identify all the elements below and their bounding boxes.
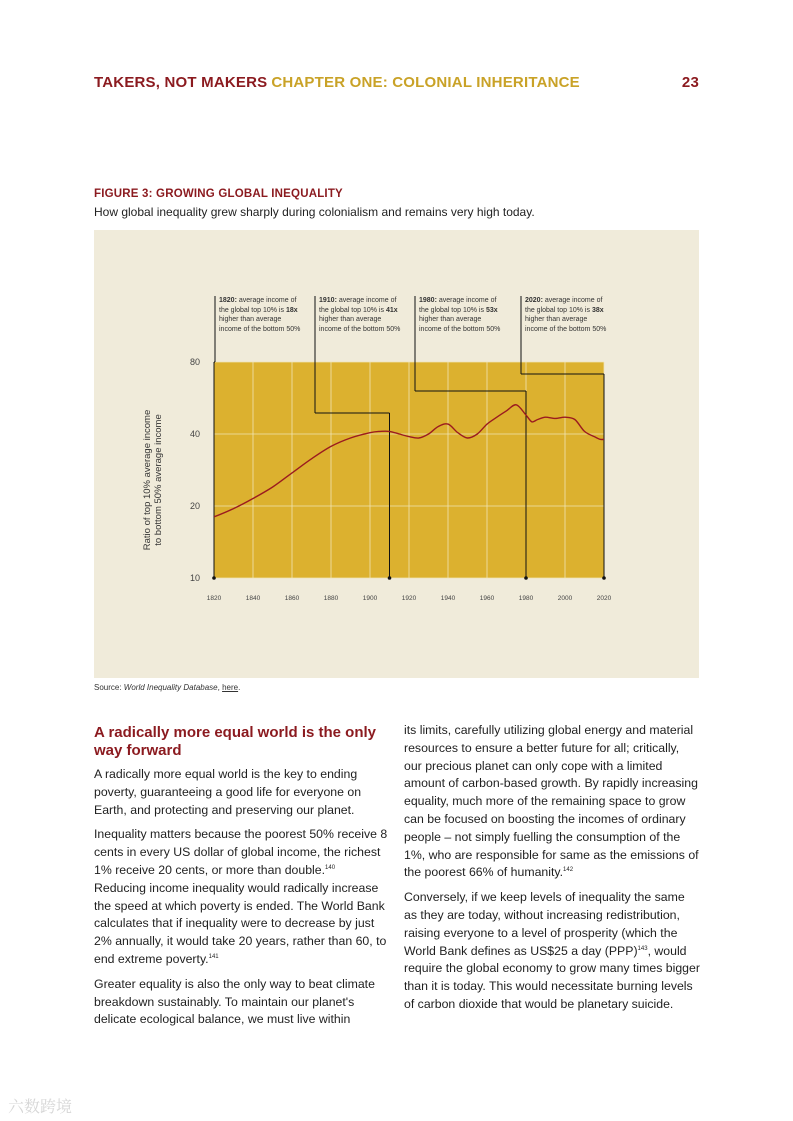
source-note (94, 683, 240, 692)
annotation-text-a: average income of the global top 10% is (319, 297, 397, 314)
annotation-text-b: higher than average income of the bottom 50% (419, 316, 501, 333)
figure-subtitle: How global inequality grew sharply during colonialism and remains very high today. (94, 205, 535, 219)
annotation-box (219, 296, 311, 356)
section-heading: A radically more equal world is the only way forward (94, 724, 377, 759)
paragraph-3: Greater equality is also the only way to beat climate breakdown sustainably. To maintain our planet's delicate ecological balance, we must live within (94, 976, 375, 1027)
annotation-ratio: 41x (385, 306, 398, 314)
book-title: TAKERS, NOT MAKERS (94, 74, 268, 91)
x-tick-label: 2000 (557, 595, 573, 602)
annotation-marker (388, 576, 392, 580)
annotation-box (419, 296, 511, 356)
y-tick-label: 10 (189, 573, 200, 583)
annotation-text-a: average income of the global top 10% is (219, 297, 297, 314)
y-axis-label-line: to bottom 50% average income (153, 414, 164, 546)
x-axis-ticks (207, 595, 612, 602)
annotation-text (525, 296, 611, 334)
source-name: World Inequality Database (123, 683, 218, 692)
annotation-ratio: 53x (485, 306, 498, 314)
annotation-marker (602, 576, 606, 580)
y-tick-label: 20 (189, 501, 200, 511)
annotation-year: 1910: (319, 297, 337, 304)
chart-panel (94, 230, 699, 678)
paragraph-2 (94, 826, 390, 968)
running-header (94, 74, 699, 94)
annotation-year: 1980: (419, 297, 437, 304)
annotation-year: 1820: (219, 297, 237, 304)
paragraph-2-part-a: Inequality matters because the poorest 50% receive 8 cents in every US dollar of global income, the richest 1% receive 20 cents, or more than double. (94, 827, 388, 877)
figure-title: FIGURE 3: GROWING GLOBAL INEQUALITY (94, 188, 343, 200)
annotation-text-a: average income of the global top 10% is (419, 297, 497, 314)
annotation-text (219, 296, 305, 334)
annotation-ratio: 18x (285, 306, 298, 314)
source-link[interactable]: here (222, 683, 239, 692)
annotation-box (525, 296, 617, 356)
annotation-text-b: higher than average income of the bottom 50% (219, 316, 301, 333)
annotation-marker (212, 576, 216, 580)
x-tick-label: 1820 (206, 595, 222, 602)
x-tick-label: 1900 (362, 595, 378, 602)
y-axis-label-line: Ratio of top 10% average income (142, 409, 153, 551)
y-axis-label (142, 410, 164, 550)
annotations (219, 296, 617, 356)
x-tick-label: 1940 (440, 595, 456, 602)
paragraph-4 (404, 722, 700, 882)
y-tick-label: 40 (189, 429, 200, 439)
paragraph-5-part-b: , would require the global economy to grow many times bigger than it is today. This would necessitate burning levels of carbon dioxide that would be planetary suicide. (404, 943, 700, 1011)
annotation-text-a: average income of the global top 10% is (525, 297, 603, 314)
paragraph-5-part-a: Conversely, if we keep levels of inequality the same as they are today, without increasing redistribution, raising everyone to a level of prosperity (which the World Bank defines as US$25 a day (PPP) (404, 890, 685, 958)
inequality-line-chart (94, 230, 699, 678)
article-right-column (404, 722, 700, 1021)
source-prefix: Source: (94, 683, 124, 692)
chapter-title: CHAPTER ONE: COLONIAL INHERITANCE (271, 74, 580, 91)
paragraph-1: A radically more equal world is the key to ending poverty, guaranteeing a good life for everyone on Earth, and protecting and preserving our planet. (94, 767, 362, 817)
x-tick-label: 1920 (401, 595, 417, 602)
annotation-marker (524, 576, 528, 580)
annotation-text-b: higher than average income of the bottom 50% (525, 316, 607, 333)
annotation-ratio: 38x (591, 306, 604, 314)
footnote-ref[interactable]: 141 (208, 953, 219, 960)
source-sep: , (217, 683, 223, 692)
y-tick-label: 80 (189, 357, 200, 367)
footnote-ref[interactable]: 143 (637, 945, 648, 952)
paragraph-5 (404, 889, 700, 1014)
footnote-ref[interactable]: 142 (563, 867, 574, 874)
x-tick-label: 2020 (596, 595, 612, 602)
annotation-box (319, 296, 411, 356)
annotation-year: 2020: (525, 297, 543, 304)
annotation-text-b: higher than average income of the bottom 50% (319, 316, 401, 333)
annotation-text (419, 296, 505, 334)
paragraph-2-part-b: Reducing income inequality would radically increase the speed at which poverty is ended. The World Bank calculates that if inequality were to decrease by just 2% annually, it would take 20 years, rather than 60, to end extreme poverty. (94, 880, 387, 966)
x-tick-label: 1880 (323, 595, 339, 602)
y-axis-ticks (190, 357, 200, 583)
page-number: 23 (681, 74, 699, 91)
source-suffix: . (238, 683, 241, 692)
paragraph-4-text: its limits, carefully utilizing global energy and material resources to ensure a better future for all; critically, our precious planet can only cope with a limited amount of carbon-based growth. By rapidly increasing equality, much more of the remaining space to grow can be focused on boosting the incomes of ordinary people – not simply fuelling the consumption of the 1%, who are responsible for same as the emissions of the poorest 66% of humanity. (404, 723, 699, 880)
x-tick-label: 1980 (518, 595, 534, 602)
annotation-text (319, 296, 405, 334)
x-tick-label: 1960 (479, 595, 495, 602)
x-tick-label: 1840 (245, 595, 261, 602)
footnote-ref[interactable]: 140 (325, 864, 336, 871)
watermark-logo: 六数跨境 (8, 1099, 73, 1116)
article-left-column (94, 724, 390, 1036)
x-tick-label: 1860 (284, 595, 300, 602)
